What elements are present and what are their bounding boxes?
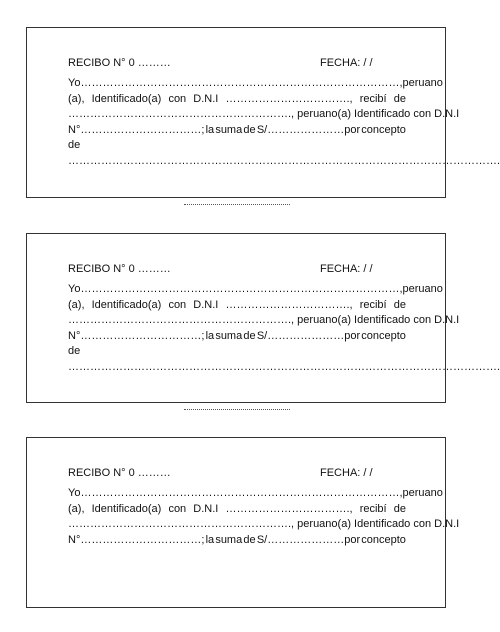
receipt-date: FECHA: / / bbox=[320, 57, 373, 69]
receipt-line: ……………………………………………………., peruano(a) Identificado con D.N.I bbox=[68, 108, 460, 120]
receipt-number: RECIBO N° 0 ……… bbox=[68, 467, 171, 479]
receipt-line: de bbox=[68, 345, 81, 357]
receipt-line: N°……………………………; la suma de S/…………………por concepto bbox=[68, 123, 406, 136]
receipt-line: N°……………………………; la suma de S/…………………por concepto bbox=[68, 533, 406, 546]
receipt-body bbox=[68, 486, 460, 548]
receipt-date: FECHA: / / bbox=[320, 467, 373, 479]
receipt-line: (a), Identificado(a) con D.N.I ……………………………., recibí de bbox=[68, 92, 406, 105]
receipt-line: ………………………………………………………………………………………………………. bbox=[68, 360, 500, 373]
receipt-number: RECIBO N° 0 ……… bbox=[68, 57, 171, 69]
receipt-number: RECIBO N° 0 ……… bbox=[68, 263, 171, 275]
receipt-line: Yo ……………………………………………………………………………, peruano bbox=[68, 283, 443, 295]
receipt-2 bbox=[26, 233, 500, 403]
receipt-body bbox=[68, 282, 500, 375]
receipt-line: de bbox=[68, 139, 81, 151]
receipt-3 bbox=[26, 437, 460, 608]
receipt-line: ……………………………………………………., peruano(a) Identificado con D.N.I bbox=[68, 314, 460, 326]
receipt-line: ……………………………………………………., peruano(a) Identificado con D.N.I bbox=[68, 518, 460, 530]
receipt-line: (a), Identificado(a) con D.N.I ……………………………., recibí de bbox=[68, 298, 406, 311]
receipt-line: ………………………………………………………………………………………………………. bbox=[68, 154, 500, 167]
receipt-line: (a), Identificado(a) con D.N.I ……………………………., recibí de bbox=[68, 502, 406, 515]
receipt-line: N°……………………………; la suma de S/…………………por concepto bbox=[68, 329, 406, 342]
cut-line bbox=[184, 204, 290, 205]
receipt-line: Yo ……………………………………………………………………………, peruano bbox=[68, 487, 443, 499]
cut-line bbox=[184, 409, 290, 410]
receipt-date: FECHA: / / bbox=[320, 263, 373, 275]
receipt-line: Yo ……………………………………………………………………………, peruano bbox=[68, 77, 443, 89]
receipt-1 bbox=[26, 27, 500, 198]
receipt-body bbox=[68, 76, 500, 169]
